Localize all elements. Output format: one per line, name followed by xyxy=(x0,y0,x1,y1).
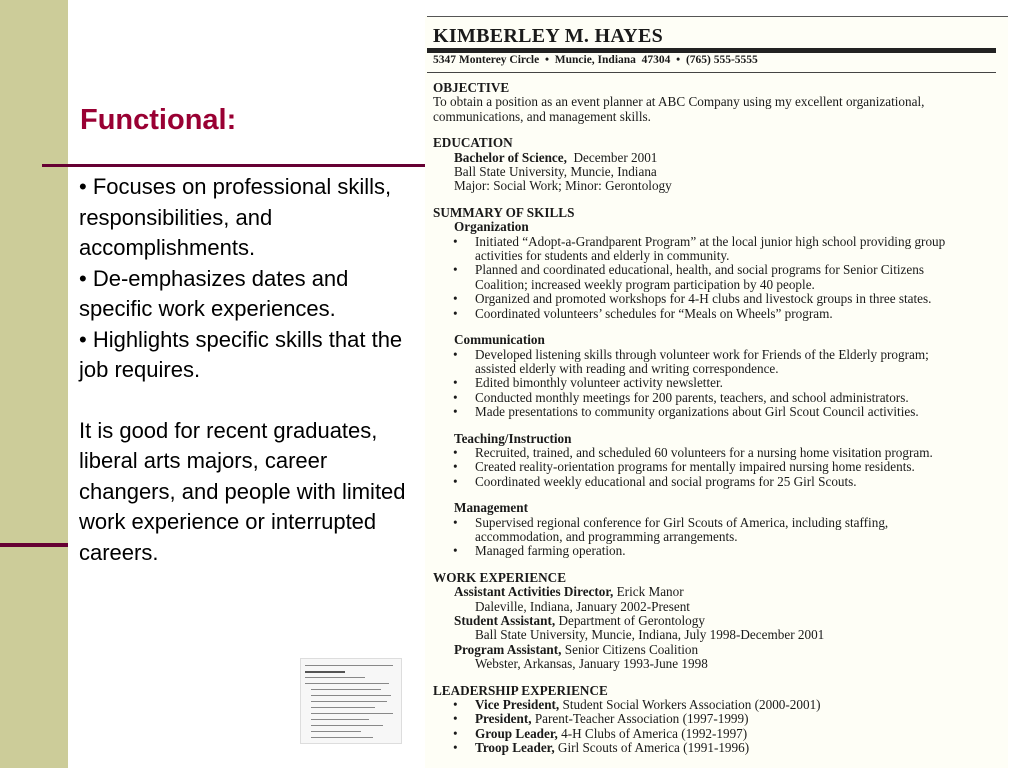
job-detail: Ball State University, Muncie, Indiana, July 1998-December 2001 xyxy=(475,627,825,643)
summary-paragraph: It is good for recent graduates, liberal arts majors, career changers, and people with limited work experience or interrupted careers. xyxy=(79,417,406,565)
skill-item: • Managed farming operation. xyxy=(453,543,626,559)
objective-line: To obtain a position as an event planner at ABC Company using my excellent organizational, xyxy=(433,94,925,110)
resume-name-rule xyxy=(427,48,996,53)
slide-body xyxy=(79,172,424,568)
skill-item: • Supervised regional conference for Girl Scouts of America, including staffing, accommodation, and programming arrangements. xyxy=(453,514,889,544)
skill-item: • Conducted monthly meetings for 200 parents, teachers, and school administrators. xyxy=(453,389,909,405)
leadership-item: • Group Leader, 4-H Clubs of America (1992-1997) xyxy=(453,725,748,741)
skill-item: • Coordinated volunteers’ schedules for “Meals on Wheels” program. xyxy=(453,305,833,321)
bullet-3: • Highlights specific skills that the job requires. xyxy=(79,326,403,382)
skill-group-title: Teaching/Instruction xyxy=(454,430,572,446)
left-accent-bar xyxy=(0,0,68,768)
skill-item: • Created reality-orientation programs for mentally impaired nursing home residents. xyxy=(453,459,915,475)
top-divider xyxy=(42,164,426,167)
bullet-2: • De-emphasizes dates and specific work experiences. xyxy=(79,265,349,321)
resume-top-line xyxy=(427,16,1008,17)
education-degree: Bachelor of Science, December 2001 xyxy=(454,149,658,165)
job-title-line: Assistant Activities Director, Erick Manor xyxy=(454,584,684,600)
resume-image xyxy=(425,16,1008,768)
job-detail: Daleville, Indiana, January 2002-Present xyxy=(475,598,690,614)
education-major: Major: Social Work; Minor: Gerontology xyxy=(454,178,672,194)
leadership-item: • Vice President, Student Social Workers Association (2000-2001) xyxy=(453,697,821,713)
education-school: Ball State University, Muncie, Indiana xyxy=(454,164,657,180)
work-heading: WORK EXPERIENCE xyxy=(433,569,566,585)
resume-body xyxy=(433,81,1003,756)
skill-item: • Developed listening skills through volunteer work for Friends of the Elderly program; assisted elderly with reading and writing correspondence. xyxy=(453,346,929,376)
resume-name: KIMBERLEY M. HAYES xyxy=(433,25,664,47)
leadership-item: • President, Parent-Teacher Association (1997-1999) xyxy=(453,711,749,727)
leadership-heading: LEADERSHIP EXPERIENCE xyxy=(433,682,608,698)
objective-line: communications, and management skills. xyxy=(433,108,651,124)
job-title-line: Student Assistant, Department of Gerontology xyxy=(454,613,705,628)
skill-group-title: Communication xyxy=(454,332,545,348)
resume-contact: 5347 Monterey Circle • Muncie, Indiana 47304 • (765) 555-5555 xyxy=(433,54,758,66)
skill-item: • Planned and coordinated educational, health, and social programs for Senior Citizens Coalition; increased weekly program participation by 40 people. xyxy=(453,262,924,292)
skill-item: • Made presentations to community organizations about Girl Scout Council activities. xyxy=(453,404,919,420)
skill-group-title: Organization xyxy=(454,219,529,235)
resume-contact-rule xyxy=(427,72,996,73)
skill-item: • Initiated “Adopt-a-Grandparent Program” at the local junior high school providing group activities for students and elderly in community. xyxy=(453,233,946,264)
skill-item: • Organized and promoted workshops for 4-H clubs and livestock groups in three states. xyxy=(453,291,932,307)
skill-item: • Edited bimonthly volunteer activity newsletter. xyxy=(453,375,723,391)
job-title-line: Program Assistant, Senior Citizens Coalition xyxy=(454,641,699,657)
resume-thumbnail-image xyxy=(300,658,402,744)
skills-heading: SUMMARY OF SKILLS xyxy=(433,204,575,220)
skill-item: • Coordinated weekly educational and social programs for 25 Girl Scouts. xyxy=(453,473,857,489)
job-detail: Webster, Arkansas, January 1993-June 1998 xyxy=(475,656,708,672)
skill-item: • Recruited, trained, and scheduled 60 volunteers for a nursing home visitation program. xyxy=(453,444,933,460)
objective-heading: OBJECTIVE xyxy=(433,80,510,95)
bottom-divider xyxy=(0,543,68,547)
bullet-1: • Focuses on professional skills, responsibilities, and accomplishments. xyxy=(79,174,392,260)
skill-group-title: Management xyxy=(454,500,528,516)
education-heading: EDUCATION xyxy=(433,135,513,151)
slide-title: Functional: xyxy=(80,104,237,136)
leadership-item: • Troop Leader, Girl Scouts of America (1991-1996) xyxy=(453,740,750,756)
